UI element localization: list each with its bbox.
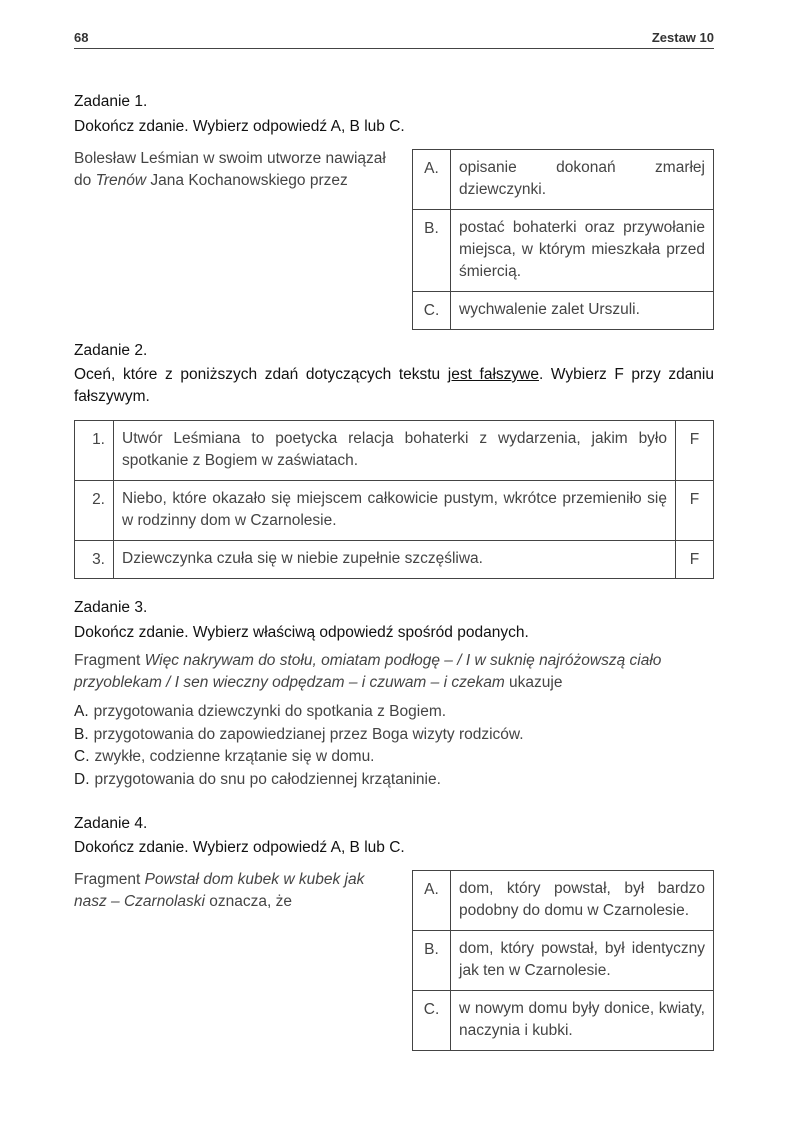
option-text: dom, który powstał, był identyczny jak ten w Czarnolesie. bbox=[451, 931, 714, 991]
statement-mark-f[interactable]: F bbox=[676, 481, 714, 541]
task1-stem-italic: Trenów bbox=[95, 172, 147, 189]
task1-instruction: Dokończ zdanie. Wybierz odpowiedź A, B lub C. bbox=[74, 118, 405, 135]
task1-stem-line1: Bolesław Leśmian w swoim utworze nawiązał bbox=[74, 150, 386, 167]
task1-option-a[interactable] bbox=[413, 150, 714, 210]
task1-option-c[interactable] bbox=[413, 292, 714, 330]
task3-option-c[interactable] bbox=[74, 746, 524, 769]
task4-answer-table bbox=[412, 870, 714, 1051]
task2-row-2 bbox=[75, 481, 714, 541]
task1-stem-pre: do bbox=[74, 172, 96, 189]
task4-stem-post: oznacza, że bbox=[204, 893, 292, 910]
task1-option-b[interactable] bbox=[413, 210, 714, 292]
task3-stem-post: ukazuje bbox=[504, 674, 563, 691]
task4-stem-italic-1: Powstał dom kubek w kubek jak bbox=[144, 871, 365, 888]
task4-title: Zadanie 4. bbox=[74, 815, 148, 832]
statement-text: Dziewczynka czuła się w niebie zupełnie szczęśliwa. bbox=[114, 541, 676, 579]
option-text: przygotowania do zapowiedzianej przez Boga wizyty rodziców. bbox=[93, 725, 524, 743]
task1-answer-table bbox=[412, 149, 714, 330]
statement-text: Utwór Leśmiana to poetycka relacja bohaterki z wydarzenia, jakim było spotkanie z Bogiem w zaświatach. bbox=[114, 421, 676, 481]
task4-stem bbox=[74, 869, 394, 913]
task1-title: Zadanie 1. bbox=[74, 93, 148, 110]
task2-instruction-pre: Oceń, które z poniższych zdań dotyczących tekstu bbox=[74, 366, 448, 383]
option-letter: B. bbox=[74, 725, 89, 743]
option-text: opisanie dokonań zmarłej dziewczynki. bbox=[451, 150, 714, 210]
task3-instruction: Dokończ zdanie. Wybierz właściwą odpowiedź spośród podanych. bbox=[74, 624, 529, 641]
option-text: wychwalenie zalet Urszuli. bbox=[451, 292, 714, 330]
option-letter: B. bbox=[413, 210, 451, 292]
option-letter: A. bbox=[413, 150, 451, 210]
task1-stem bbox=[74, 148, 394, 192]
task2-statements-table bbox=[74, 420, 714, 579]
task4-option-a[interactable] bbox=[413, 871, 714, 931]
task3-option-b[interactable] bbox=[74, 724, 524, 747]
task3-stem-italic-1: Więc nakrywam do stołu, omiatam podłogę – / I w suknię najróżowszą ciało bbox=[144, 652, 662, 669]
option-text: w nowym domu były donice, kwiaty, naczynia i kubki. bbox=[451, 991, 714, 1051]
statement-number: 1. bbox=[75, 421, 114, 481]
option-letter: C. bbox=[413, 991, 451, 1051]
task2-row-3 bbox=[75, 541, 714, 579]
page-header bbox=[74, 30, 714, 49]
statement-mark-f[interactable]: F bbox=[676, 541, 714, 579]
page-number: 68 bbox=[74, 30, 89, 45]
task3-stem bbox=[74, 650, 714, 694]
task3-option-a[interactable] bbox=[74, 701, 524, 724]
option-letter: D. bbox=[74, 770, 90, 788]
task4-instruction: Dokończ zdanie. Wybierz odpowiedź A, B lub C. bbox=[74, 839, 405, 856]
task2-title: Zadanie 2. bbox=[74, 342, 148, 359]
option-letter: A. bbox=[413, 871, 451, 931]
option-letter: A. bbox=[74, 703, 89, 720]
option-text: postać bohaterki oraz przywołanie miejsca, w którym mieszkała przed śmiercią. bbox=[451, 210, 714, 292]
task3-option-d[interactable] bbox=[74, 769, 524, 792]
task4-option-b[interactable] bbox=[413, 931, 714, 991]
task2-row-1 bbox=[75, 421, 714, 481]
option-letter: C. bbox=[74, 748, 90, 765]
option-letter: C. bbox=[413, 292, 451, 330]
option-text: przygotowania do snu po całodziennej krzątaninie. bbox=[94, 770, 441, 788]
option-letter: B. bbox=[413, 931, 451, 991]
statement-mark-f[interactable]: F bbox=[676, 421, 714, 481]
task1-stem-post: Jana Kochanowskiego przez bbox=[146, 172, 348, 189]
task4-stem-pre: Fragment bbox=[74, 871, 145, 888]
task3-stem-pre: Fragment bbox=[74, 652, 145, 669]
option-text: przygotowania dziewczynki do spotkania z Bogiem. bbox=[93, 703, 447, 720]
option-text: dom, który powstał, był bardzo podobny do domu w Czarnolesie. bbox=[451, 871, 714, 931]
task4-option-c[interactable] bbox=[413, 991, 714, 1051]
option-text: zwykłe, codzienne krzątanie się w domu. bbox=[94, 748, 375, 765]
task3-title: Zadanie 3. bbox=[74, 599, 148, 616]
statement-number: 2. bbox=[75, 481, 114, 541]
task3-stem-italic-2: przyoblekam / I sen wieczny odpędzam – i czuwam – i czekam bbox=[74, 674, 505, 691]
statement-text: Niebo, które okazało się miejscem całkowicie pustym, wkrótce przemieniło się w rodzinny dom w Czarnolesie. bbox=[114, 481, 676, 541]
set-name: Zestaw 10 bbox=[651, 30, 714, 45]
task3-options bbox=[74, 701, 524, 791]
statement-number: 3. bbox=[75, 541, 114, 579]
task2-instruction-post: . Wybierz F przy zdaniu fałszywym. bbox=[74, 366, 714, 405]
task2-instruction-underlined: jest fałszywe bbox=[447, 366, 539, 383]
task4-stem-italic-2: nasz – Czarnolaski bbox=[74, 893, 205, 910]
task2-instruction bbox=[74, 364, 714, 408]
